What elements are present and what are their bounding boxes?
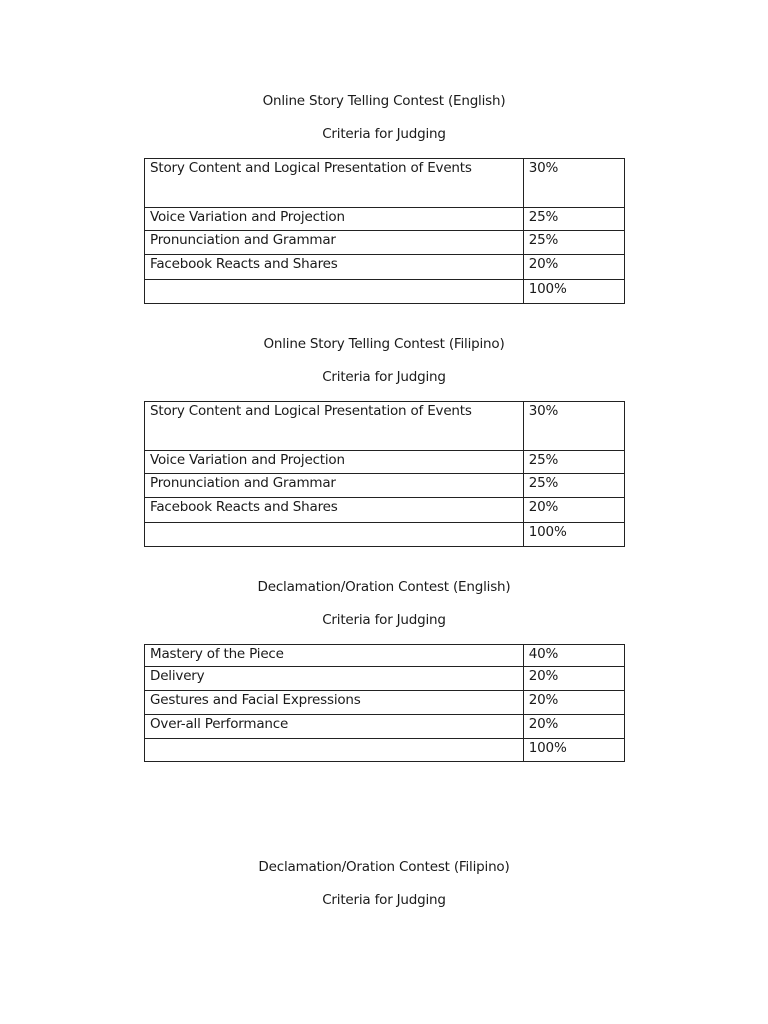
table-row <box>145 523 625 547</box>
section-subtitle: Criteria for Judging <box>322 612 446 628</box>
section-subtitle: Criteria for Judging <box>322 369 446 385</box>
weight-cell: 25% <box>523 474 624 498</box>
criterion-cell <box>145 523 524 547</box>
section-title: Declamation/Oration Contest (Filipino) <box>258 859 510 875</box>
criterion-cell: Gestures and Facial Expressions <box>145 691 524 715</box>
criterion-cell: Over-all Performance <box>145 715 524 739</box>
section-subtitle: Criteria for Judging <box>322 126 446 142</box>
table-row <box>145 691 625 715</box>
weight-cell: 20% <box>523 691 624 715</box>
total-weight-cell: 100% <box>523 739 624 762</box>
weight-cell: 25% <box>523 231 624 255</box>
weight-cell: 25% <box>523 208 624 231</box>
criterion-cell <box>145 280 524 304</box>
table-row <box>145 474 625 498</box>
total-weight-cell: 100% <box>523 280 624 304</box>
weight-cell: 30% <box>523 402 624 451</box>
table-row <box>145 715 625 739</box>
criterion-cell: Pronunciation and Grammar <box>145 231 524 255</box>
table-row <box>145 451 625 474</box>
table-row <box>145 498 625 523</box>
table-row <box>145 645 625 667</box>
table-row <box>145 255 625 280</box>
table-row <box>145 208 625 231</box>
total-weight-cell: 100% <box>523 523 624 547</box>
weight-cell: 20% <box>523 498 624 523</box>
weight-cell: 20% <box>523 667 624 691</box>
section-title: Declamation/Oration Contest (English) <box>257 579 511 595</box>
table-row <box>145 280 625 304</box>
table-row <box>145 231 625 255</box>
criterion-cell: Pronunciation and Grammar <box>145 474 524 498</box>
table-row <box>145 159 625 208</box>
criterion-cell: Story Content and Logical Presentation of Events <box>145 402 524 451</box>
section-subtitle: Criteria for Judging <box>322 892 446 908</box>
criterion-cell: Voice Variation and Projection <box>145 208 524 231</box>
criterion-cell: Voice Variation and Projection <box>145 451 524 474</box>
criterion-cell: Delivery <box>145 667 524 691</box>
criterion-cell: Facebook Reacts and Shares <box>145 498 524 523</box>
weight-cell: 20% <box>523 715 624 739</box>
section-title: Online Story Telling Contest (English) <box>262 93 506 109</box>
table-row <box>145 667 625 691</box>
criterion-cell: Facebook Reacts and Shares <box>145 255 524 280</box>
weight-cell: 25% <box>523 451 624 474</box>
weight-cell: 30% <box>523 159 624 208</box>
criterion-cell: Mastery of the Piece <box>145 645 524 667</box>
section-title: Online Story Telling Contest (Filipino) <box>263 336 505 352</box>
table-row <box>145 739 625 762</box>
table-row <box>145 402 625 451</box>
weight-cell: 20% <box>523 255 624 280</box>
criterion-cell <box>145 739 524 762</box>
criterion-cell: Story Content and Logical Presentation of Events <box>145 159 524 208</box>
weight-cell: 40% <box>523 645 624 667</box>
criteria-table <box>144 401 625 547</box>
criteria-table <box>144 158 625 304</box>
criteria-table <box>144 644 625 762</box>
